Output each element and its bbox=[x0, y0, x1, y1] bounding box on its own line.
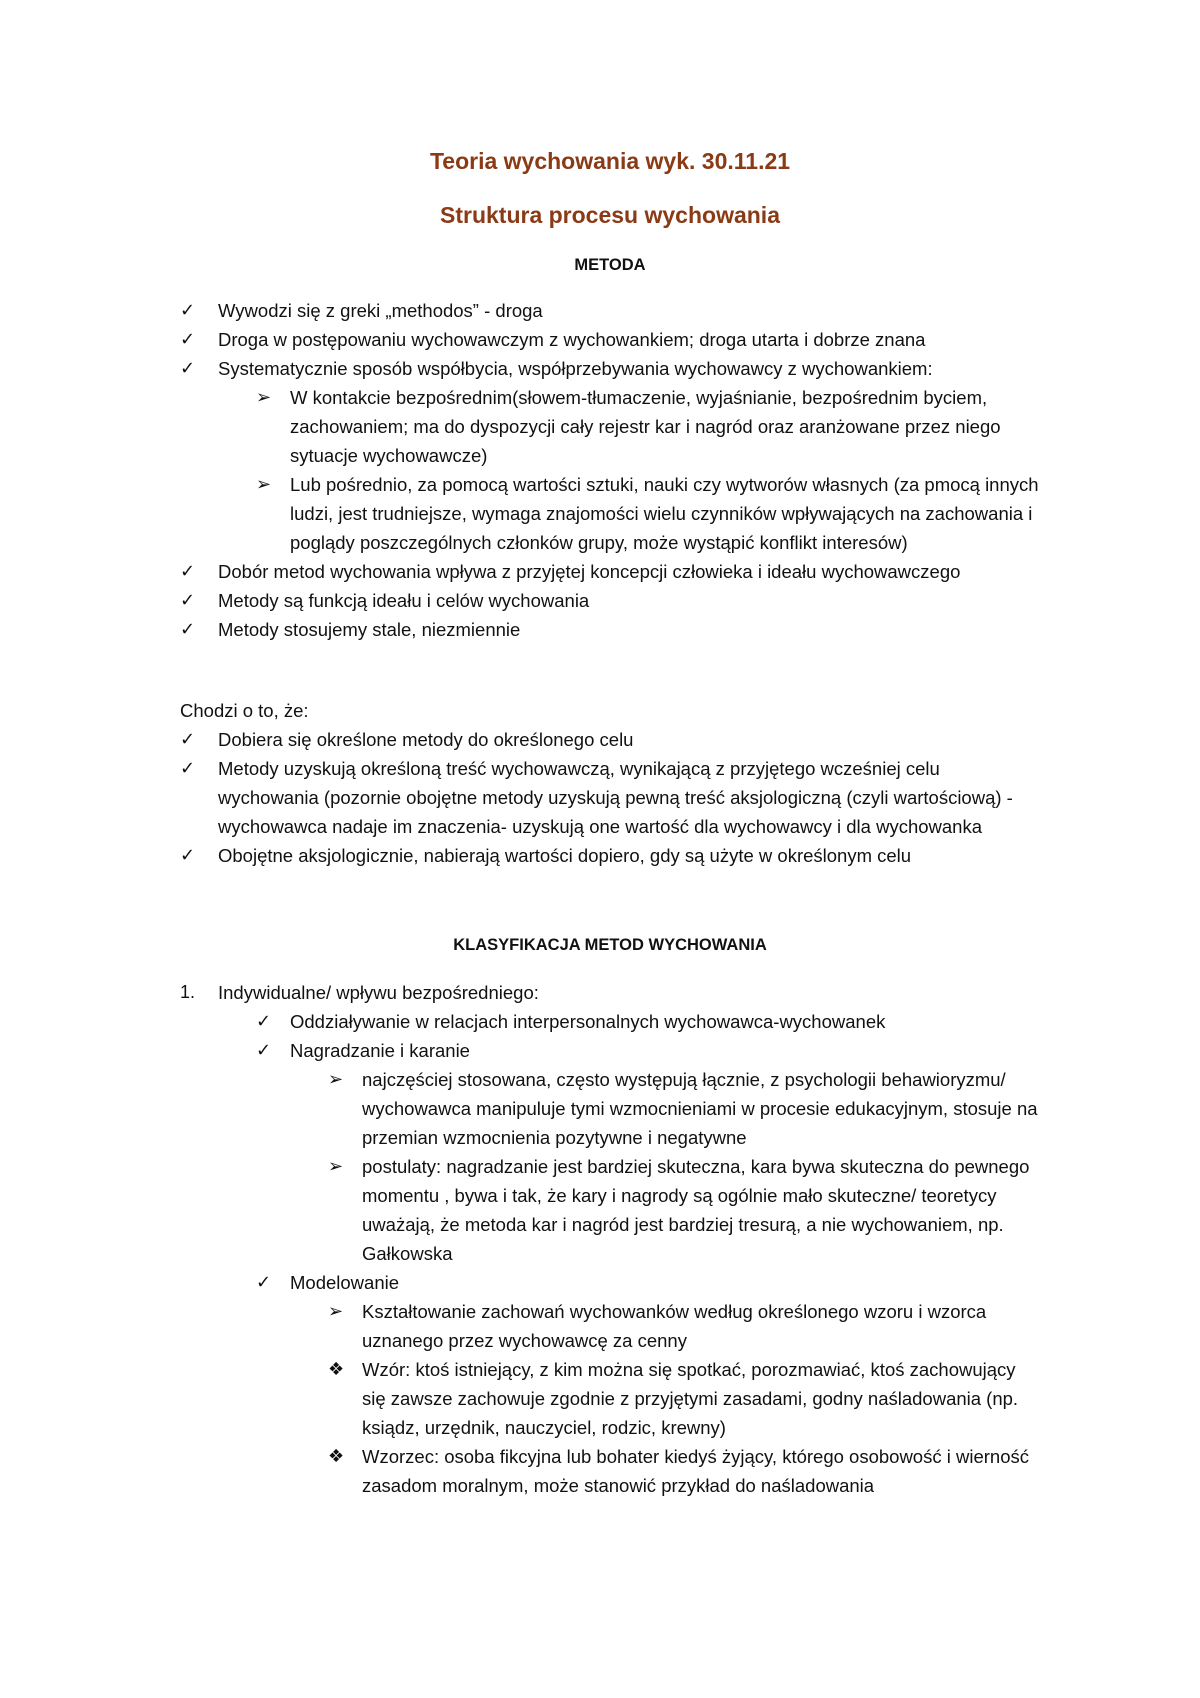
list-item bbox=[180, 325, 1040, 354]
check-icon: ✓ bbox=[180, 358, 196, 379]
chodzi-list bbox=[180, 725, 1040, 870]
list-item bbox=[180, 1065, 1040, 1152]
list-item-text: Indywidualne/ wpływu bezpośredniego: bbox=[218, 982, 539, 1003]
check-icon: ✓ bbox=[256, 1272, 272, 1293]
klasyfikacja-list bbox=[180, 978, 1040, 1500]
diamond-icon: ❖ bbox=[328, 1446, 345, 1467]
list-item-text: postulaty: nagradzanie jest bardziej skuteczna, kara bywa skuteczna do pewnego momentu , bywa i tak, że kary i nagrody są ogólnie mało skuteczne/ teoretycy uważają, że metoda kar i nagród jest bardziej tresurą, a nie wychowaniem, np. Gałkowska bbox=[362, 1156, 1030, 1264]
list-item bbox=[180, 754, 1040, 841]
check-icon: ✓ bbox=[256, 1011, 272, 1032]
list-item bbox=[180, 1007, 1040, 1036]
list-item bbox=[180, 586, 1040, 615]
list-item-text: Oddziaływanie w relacjach interpersonalnych wychowawca-wychowanek bbox=[290, 1011, 886, 1032]
section-heading-klasyfikacja: KLASYFIKACJA METOD WYCHOWANIA bbox=[453, 936, 767, 954]
check-icon: ✓ bbox=[256, 1040, 272, 1061]
diamond-icon: ❖ bbox=[328, 1359, 345, 1380]
list-item-text: W kontakcie bezpośrednim(słowem-tłumaczenie, wyjaśnianie, bezpośrednim byciem, zachowaniem; ma do dyspozycji cały rejestr kar i nagród oraz aranżowane przez niego sytuacje wychowawcze) bbox=[290, 387, 1001, 466]
list-item bbox=[180, 383, 1040, 470]
list-item bbox=[180, 1268, 1040, 1297]
list-item-text: Wywodzi się z greki „methodos” - droga bbox=[218, 300, 543, 321]
arrowhead-icon: ➢ bbox=[328, 1301, 344, 1322]
list-item bbox=[180, 1036, 1040, 1065]
list-item-text: najczęściej stosowana, często występują łącznie, z psychologii behawioryzmu/ wychowawca manipuluje tymi wzmocnieniami w procesie edukacyjnym, stosuje na przemian wzmocnienia pozytywne i negatywne bbox=[362, 1069, 1038, 1148]
list-item-text: Dobiera się określone metody do określonego celu bbox=[218, 729, 634, 750]
check-icon: ✓ bbox=[180, 300, 196, 321]
list-item-text: Wzór: ktoś istniejący, z kim można się spotkać, porozmawiać, ktoś zachowujący się zawsze zachowuje zgodnie z przyjętymi zasadami, godny naśladowania (np. ksiądz, urzędnik, nauczyciel, rodzic, krewny) bbox=[362, 1359, 1019, 1438]
check-icon: ✓ bbox=[180, 561, 196, 582]
list-item bbox=[180, 296, 1040, 325]
list-item bbox=[180, 978, 1040, 1007]
list-item-text: Obojętne aksjologicznie, nabierają wartości dopiero, gdy są użyte w określonym celu bbox=[218, 845, 912, 866]
list-item bbox=[180, 841, 1040, 870]
check-icon: ✓ bbox=[180, 329, 196, 350]
list-item bbox=[180, 354, 1040, 383]
list-item-text: Metody uzyskują określoną treść wychowawczą, wynikającą z przyjętego wcześniej celu wychowania (pozornie obojętne metody uzyskują pewną treść aksjologiczną (czyli wartościową) - wychowawca nadaje im znaczenia- uzyskują one wartość dla wychowawcy i dla wychowanka bbox=[218, 758, 1013, 837]
check-icon: ✓ bbox=[180, 845, 196, 866]
list-item-text: Kształtowanie zachowań wychowanków według określonego wzoru i wzorca uznanego przez wychowawcę za cenny bbox=[362, 1301, 987, 1351]
arrowhead-icon: ➢ bbox=[256, 474, 272, 495]
list-item-text: Modelowanie bbox=[290, 1272, 400, 1293]
check-icon: ✓ bbox=[180, 619, 196, 640]
list-item bbox=[180, 1355, 1040, 1442]
paragraph-chodzi: Chodzi o to, że: bbox=[180, 700, 309, 721]
list-item bbox=[180, 557, 1040, 586]
list-item-text: Wzorzec: osoba fikcyjna lub bohater kiedyś żyjący, którego osobowość i wierność zasadom moralnym, może stanowić przykład do naśladowania bbox=[362, 1446, 1029, 1496]
list-number: 1. bbox=[180, 982, 196, 1002]
metoda-list bbox=[180, 296, 1040, 644]
list-item-text: Dobór metod wychowania wpływa z przyjętej koncepcji człowieka i ideału wychowawczego bbox=[218, 561, 961, 582]
list-item bbox=[180, 615, 1040, 644]
check-icon: ✓ bbox=[180, 590, 196, 611]
document-title: Teoria wychowania wyk. 30.11.21 bbox=[429, 148, 791, 174]
list-item-text: Lub pośrednio, za pomocą wartości sztuki, nauki czy wytworów własnych (za pmocą innych ludzi, jest trudniejsze, wymaga znajomości wielu czynników wpływających na zachowania i poglądy poszczególnych członków grupy, może wystąpić konflikt interesów) bbox=[290, 474, 1039, 553]
check-icon: ✓ bbox=[180, 758, 196, 779]
arrowhead-icon: ➢ bbox=[256, 387, 272, 408]
list-item bbox=[180, 1297, 1040, 1355]
list-item bbox=[180, 725, 1040, 754]
document-subtitle: Struktura procesu wychowania bbox=[440, 202, 780, 228]
check-icon: ✓ bbox=[180, 729, 196, 750]
arrowhead-icon: ➢ bbox=[328, 1069, 344, 1090]
list-item-text: Droga w postępowaniu wychowawczym z wychowankiem; droga utarta i dobrze znana bbox=[218, 329, 926, 350]
list-item bbox=[180, 1152, 1040, 1268]
list-item-text: Systematycznie sposób współbycia, współprzebywania wychowawcy z wychowankiem: bbox=[218, 358, 933, 379]
list-item bbox=[180, 470, 1040, 557]
list-item-text: Metody stosujemy stale, niezmiennie bbox=[218, 619, 521, 640]
arrowhead-icon: ➢ bbox=[328, 1156, 344, 1177]
section-heading-metoda: METODA bbox=[574, 256, 646, 274]
list-item-text: Nagradzanie i karanie bbox=[290, 1040, 470, 1061]
list-item-text: Metody są funkcją ideału i celów wychowania bbox=[218, 590, 590, 611]
list-item bbox=[180, 1442, 1040, 1500]
